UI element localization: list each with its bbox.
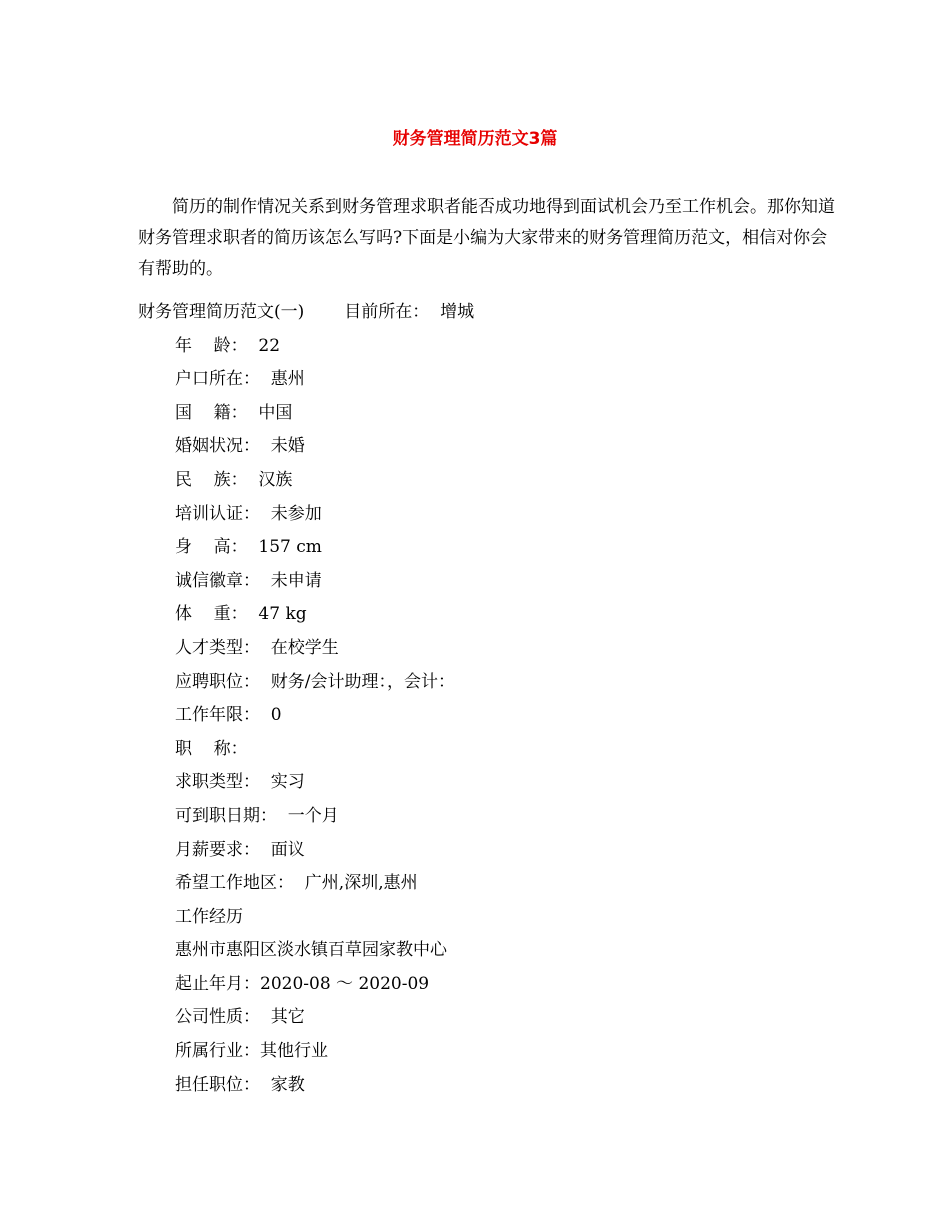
work-industry: 所属行业：其他行业 (175, 1041, 328, 1062)
field-job-title: 职 称： (175, 738, 248, 759)
work-period: 起止年月：2020-08 ～ 2020-09 (175, 973, 430, 994)
intro-paragraph (138, 192, 838, 285)
field-talent-type: 人才类型： 在校学生 (175, 637, 339, 658)
section-heading: 财务管理简历范文(一) (138, 302, 305, 322)
field-job-type: 求职类型： 实习 (175, 772, 305, 793)
section-heading-line (0, 298, 950, 332)
field-desired-region: 希望工作地区： 广州,深圳,惠州 (175, 873, 418, 894)
work-company-type: 公司性质： 其它 (175, 1007, 305, 1028)
intro-text: 简历的制作情况关系到财务管理求职者能否成功地得到面试机会乃至工作机会。那你知道财务管理求职者的简历该怎么写吗?下面是小编为大家带来的财务管理简历范文，相信对你会有帮助的。 (138, 197, 835, 279)
field-age: 年 龄： 22 (175, 335, 281, 356)
field-integrity-badge: 诚信徽章： 未申请 (175, 570, 322, 591)
document-title: 财务管理简历范文3篇 (392, 129, 558, 149)
field-marital-status: 婚姻状况： 未婚 (175, 436, 305, 457)
field-ethnicity: 民 族： 汉族 (175, 469, 293, 490)
field-hukou: 户口所在： 惠州 (175, 369, 305, 390)
field-nationality: 国 籍： 中国 (175, 402, 293, 423)
current-location: 目前所在： 增城 (344, 302, 475, 322)
field-position-applied: 应聘职位： 财务/会计助理：，会计： (175, 671, 456, 692)
field-height: 身 高： 157 cm (175, 537, 322, 558)
work-company: 惠州市惠阳区淡水镇百草园家教中心 (175, 940, 447, 961)
work-history-heading: 工作经历 (175, 906, 243, 927)
field-work-years: 工作年限： 0 (175, 705, 282, 726)
field-training: 培训认证： 未参加 (175, 503, 322, 524)
resume-section (0, 298, 950, 1104)
field-salary: 月薪要求： 面议 (175, 839, 305, 860)
field-available-date: 可到职日期： 一个月 (175, 805, 339, 826)
field-weight: 体 重： 47 kg (175, 604, 307, 625)
work-position: 担任职位： 家教 (175, 1074, 305, 1095)
